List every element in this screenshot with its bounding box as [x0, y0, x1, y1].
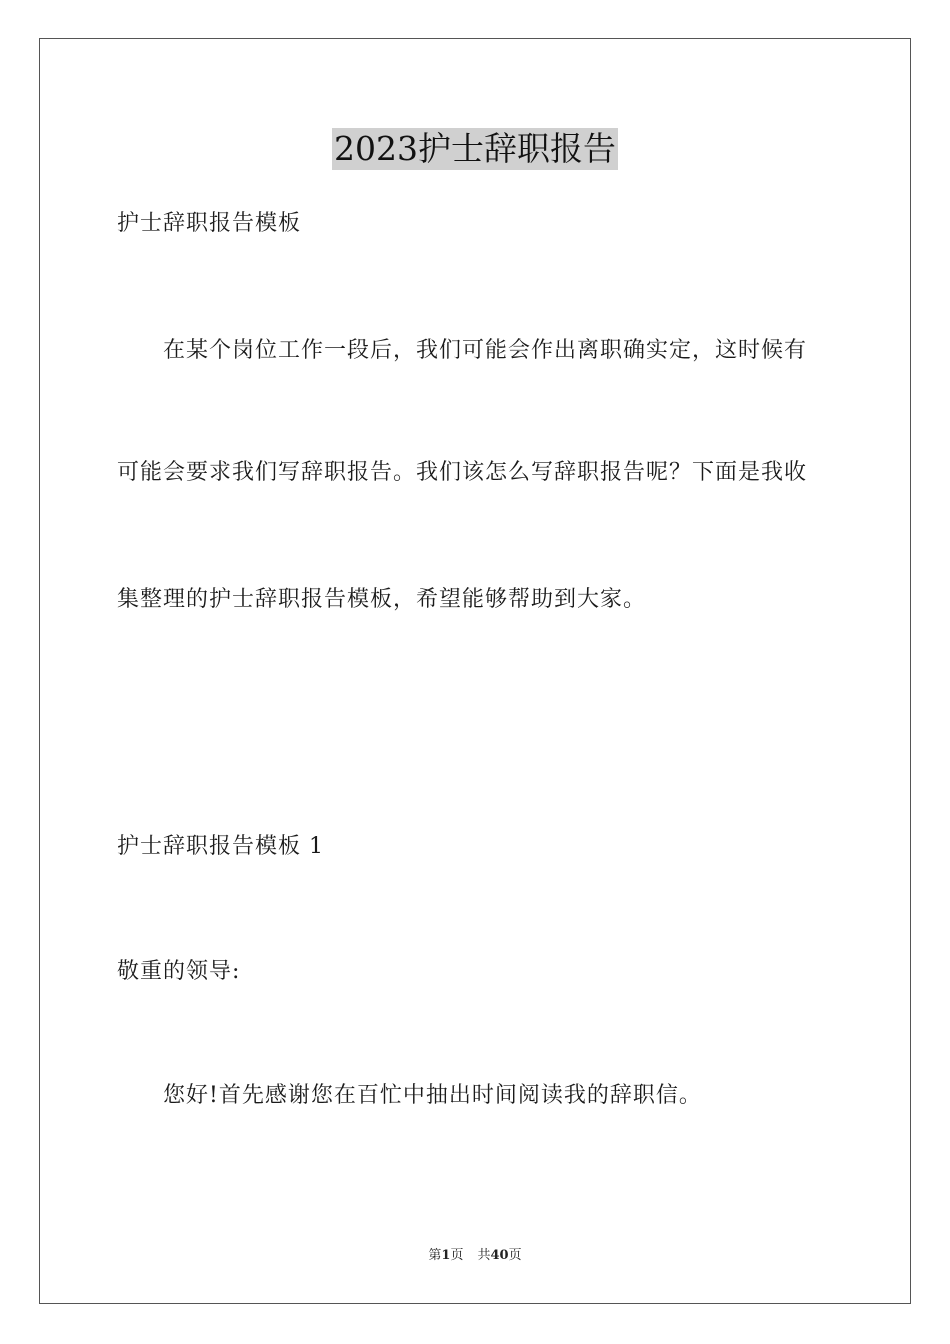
intro-line-2: 可能会要求我们写辞职报告。我们该怎么写辞职报告呢？下面是我收 [117, 460, 808, 485]
section-heading: 护士辞职报告模板 1 [117, 834, 324, 859]
page-prefix: 第 [428, 1248, 442, 1263]
document-subtitle: 护士辞职报告模板 [117, 211, 302, 236]
title-container [0, 128, 950, 170]
total-unit: 页 [508, 1248, 522, 1263]
salutation: 敬重的领导: [117, 959, 241, 984]
total-prefix: 共 [477, 1248, 491, 1263]
page-total-number: 40 [490, 1248, 509, 1263]
intro-line-3: 集整理的护士辞职报告模板，希望能够帮助到大家。 [117, 587, 647, 612]
page-footer [0, 1248, 950, 1264]
page-unit: 页 [450, 1248, 464, 1263]
body-paragraph-line: 您好!首先感谢您在百忙中抽出时间阅读我的辞职信。 [163, 1083, 702, 1108]
intro-line-1: 在某个岗位工作一段后，我们可能会作出离职确实定，这时候有 [163, 338, 808, 363]
page-current-number: 1 [441, 1248, 451, 1263]
document-title: 2023护士辞职报告 [334, 129, 616, 168]
